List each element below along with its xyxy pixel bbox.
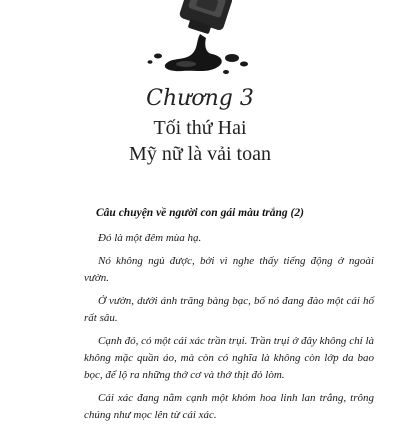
chapter-number: Chương 3 — [146, 86, 254, 111]
chapter-title-line-1: Tối thứ Hai — [153, 117, 247, 139]
spilled-ink-bottle-icon — [0, 0, 400, 80]
paragraph: Cạnh đó, có một cái xác trần trụi. Trần trụi ở đây không chỉ là không mặc quần áo, mà còn có nghĩa là không còn lớp da bao bọc, để lộ ra những thớ cơ và thớ thịt đỏ lòm. — [84, 335, 374, 381]
section-heading: Câu chuyện về người con gái màu trắng (2) — [96, 207, 304, 219]
paragraph: Ở vườn, dưới ánh trăng bàng bạc, bố nó đang đào một cái hố rất sâu. — [84, 295, 374, 324]
body-text — [84, 230, 374, 430]
paragraph: Cái xác đang nằm cạnh một khóm hoa linh lan trắng, trông chúng như mọc lên từ cái xác. — [84, 392, 374, 421]
paragraph: Đó là một đêm mùa hạ. — [98, 232, 202, 244]
chapter-title-line-2: Mỹ nữ là vải toan — [129, 143, 271, 165]
paragraph: Nó không ngủ được, bởi vì nghe thấy tiếng động ở ngoài vườn. — [84, 255, 374, 284]
